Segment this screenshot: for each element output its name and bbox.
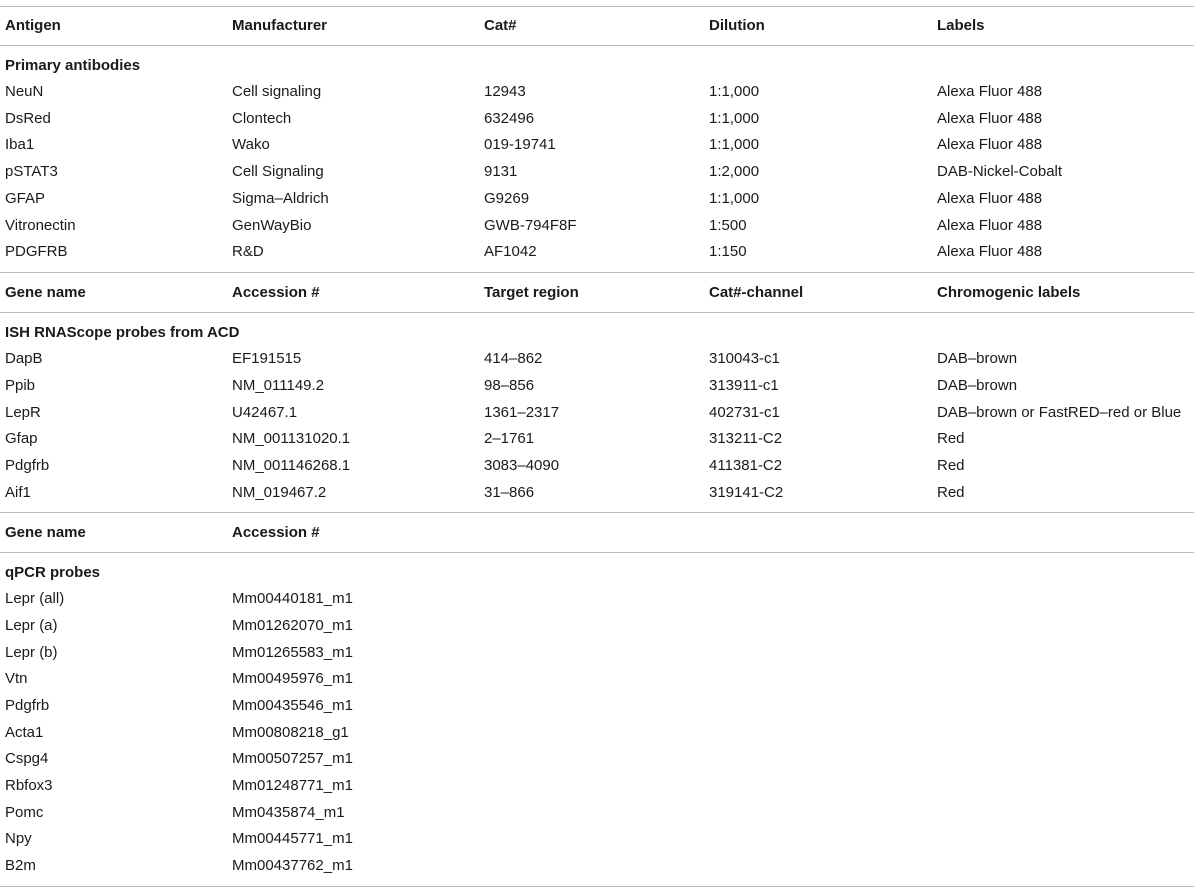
table-cell: R&D (232, 243, 264, 260)
table-rule-bottom (0, 886, 1194, 887)
table-rule (0, 512, 1194, 513)
table-cell: 1:500 (709, 217, 747, 234)
table-cell: Mm01265583_m1 (232, 644, 353, 661)
table-cell: Pdgfrb (5, 697, 50, 714)
table-cell: Cell signaling (232, 83, 322, 100)
table-cell: Gfap (5, 430, 38, 447)
table-cell: Alexa Fluor 488 (937, 83, 1043, 100)
table-cell: G9269 (484, 190, 530, 207)
table-row (0, 641, 1200, 665)
table-rule (0, 45, 1194, 46)
table-cell: GenWayBio (232, 217, 312, 234)
table-cell: NM_011149.2 (232, 377, 325, 394)
table-cell: 411381-C2 (709, 457, 783, 474)
table-cell: 3083–4090 (484, 457, 560, 474)
table-cell: Wako (232, 136, 270, 153)
header-cell: Manufacturer (232, 17, 328, 34)
table-cell: DAB–brown (937, 377, 1018, 394)
table-cell: 98–856 (484, 377, 535, 394)
table-cell: Lepr (all) (5, 590, 65, 607)
table-cell: Rbfox3 (5, 777, 53, 794)
table-header-antibodies (0, 14, 1200, 38)
table-cell: 402731-c1 (709, 404, 780, 421)
table-cell: 9131 (484, 163, 518, 180)
table-row (0, 133, 1200, 157)
table-row (0, 721, 1200, 745)
table-cell: GWB-794F8F (484, 217, 577, 234)
header-cell: Cat# (484, 17, 517, 34)
table-cell: Sigma–Aldrich (232, 190, 329, 207)
table-row (0, 747, 1200, 771)
header-cell: Gene name (5, 284, 86, 301)
table-row (0, 774, 1200, 798)
table-cell: DAB–brown or FastRED–red or Blue (937, 404, 1182, 421)
table-cell: Alexa Fluor 488 (937, 243, 1043, 260)
table-cell: Iba1 (5, 136, 35, 153)
table-header-qpcr (0, 521, 1200, 545)
table-cell: PDGFRB (5, 243, 68, 260)
table-cell: Aif1 (5, 484, 31, 501)
section-title: Primary antibodies (5, 57, 141, 74)
table-cell: AF1042 (484, 243, 537, 260)
table-row (0, 827, 1200, 851)
table-row (0, 454, 1200, 478)
table-cell: pSTAT3 (5, 163, 58, 180)
table-cell: 1:2,000 (709, 163, 760, 180)
table-cell: Npy (5, 830, 32, 847)
table-cell: Mm00440181_m1 (232, 590, 353, 607)
table-cell: Pomc (5, 804, 44, 821)
table-cell: DAB-Nickel-Cobalt (937, 163, 1063, 180)
header-cell: Labels (937, 17, 985, 34)
header-cell: Accession # (232, 524, 320, 541)
table-row (0, 427, 1200, 451)
header-cell: Antigen (5, 17, 61, 34)
table-cell: 1:1,000 (709, 190, 760, 207)
table-header-ish (0, 281, 1200, 305)
table-cell: Alexa Fluor 488 (937, 136, 1043, 153)
table-rule (0, 312, 1194, 313)
table-row (0, 854, 1200, 878)
table-cell: LepR (5, 404, 41, 421)
table-cell: 319141-C2 (709, 484, 784, 501)
table-cell: Mm00437762_m1 (232, 857, 353, 874)
table-cell: Mm00495976_m1 (232, 670, 353, 687)
table-cell: Red (937, 484, 965, 501)
table-row (0, 240, 1200, 264)
table-cell: Red (937, 430, 965, 447)
table-row (0, 80, 1200, 104)
table-cell: 414–862 (484, 350, 543, 367)
table-cell: 313911-c1 (709, 377, 779, 394)
table-cell: NeuN (5, 83, 44, 100)
table-row (0, 694, 1200, 718)
header-cell: Gene name (5, 524, 86, 541)
table-cell: 632496 (484, 110, 535, 127)
table-cell: Alexa Fluor 488 (937, 110, 1043, 127)
table-cell: 2–1761 (484, 430, 535, 447)
header-cell: Dilution (709, 17, 765, 34)
table-cell: Lepr (a) (5, 617, 58, 634)
table-cell: 1361–2317 (484, 404, 560, 421)
table-cell: 1:150 (709, 243, 747, 260)
table-cell: 1:1,000 (709, 83, 760, 100)
table-cell: DapB (5, 350, 43, 367)
table-cell: 019-19741 (484, 136, 556, 153)
table-row (0, 160, 1200, 184)
table-cell: DAB–brown (937, 350, 1018, 367)
table-cell: Cell Signaling (232, 163, 324, 180)
table-row (0, 614, 1200, 638)
table-cell: Mm00507257_m1 (232, 750, 353, 767)
table-row (0, 401, 1200, 425)
header-cell: Target region (484, 284, 579, 301)
table-rule (0, 552, 1194, 553)
section-heading-antibodies (0, 54, 1200, 78)
header-cell: Cat#-channel (709, 284, 804, 301)
table-cell: NM_001131020.1 (232, 430, 351, 447)
table-rule (0, 272, 1194, 273)
table-row (0, 214, 1200, 238)
table-cell: 310043-c1 (709, 350, 780, 367)
table-cell: Cspg4 (5, 750, 49, 767)
table-cell: Mm0435874_m1 (232, 804, 345, 821)
table-cell: GFAP (5, 190, 46, 207)
table-cell: Mm01248771_m1 (232, 777, 353, 794)
table-row (0, 107, 1200, 131)
table-cell: 313211-C2 (709, 430, 783, 447)
table-cell: NM_001146268.1 (232, 457, 351, 474)
table-row (0, 347, 1200, 371)
table-cell: U42467.1 (232, 404, 298, 421)
table-row (0, 667, 1200, 691)
section-title: qPCR probes (5, 564, 101, 581)
table-cell: Red (937, 457, 965, 474)
table-row (0, 481, 1200, 505)
table-row (0, 587, 1200, 611)
table-cell: Mm00445771_m1 (232, 830, 353, 847)
table-row (0, 187, 1200, 211)
table-cell: Alexa Fluor 488 (937, 217, 1043, 234)
table-cell: Vtn (5, 670, 28, 687)
header-cell: Accession # (232, 284, 320, 301)
table-cell: Ppib (5, 377, 36, 394)
table-cell: Mm00808218_g1 (232, 724, 349, 741)
table-cell: EF191515 (232, 350, 302, 367)
table-cell: Lepr (b) (5, 644, 58, 661)
table-row (0, 801, 1200, 825)
table-cell: 12943 (484, 83, 526, 100)
table-cell: Clontech (232, 110, 292, 127)
table-rule-top (0, 6, 1194, 7)
table-cell: 31–866 (484, 484, 535, 501)
table-cell: Mm01262070_m1 (232, 617, 353, 634)
table-cell: NM_019467.2 (232, 484, 327, 501)
table-cell: 1:1,000 (709, 110, 760, 127)
table-cell: Acta1 (5, 724, 44, 741)
table-cell: DsRed (5, 110, 51, 127)
table-cell: B2m (5, 857, 36, 874)
table-cell: Alexa Fluor 488 (937, 190, 1043, 207)
table-cell: Mm00435546_m1 (232, 697, 353, 714)
header-cell: Chromogenic labels (937, 284, 1081, 301)
section-heading-ish (0, 321, 1200, 345)
table-row (0, 374, 1200, 398)
table-cell: Vitronectin (5, 217, 76, 234)
section-heading-qpcr (0, 561, 1200, 585)
table-cell: 1:1,000 (709, 136, 760, 153)
section-title: ISH RNAScope probes from ACD (5, 324, 240, 341)
table-cell: Pdgfrb (5, 457, 50, 474)
